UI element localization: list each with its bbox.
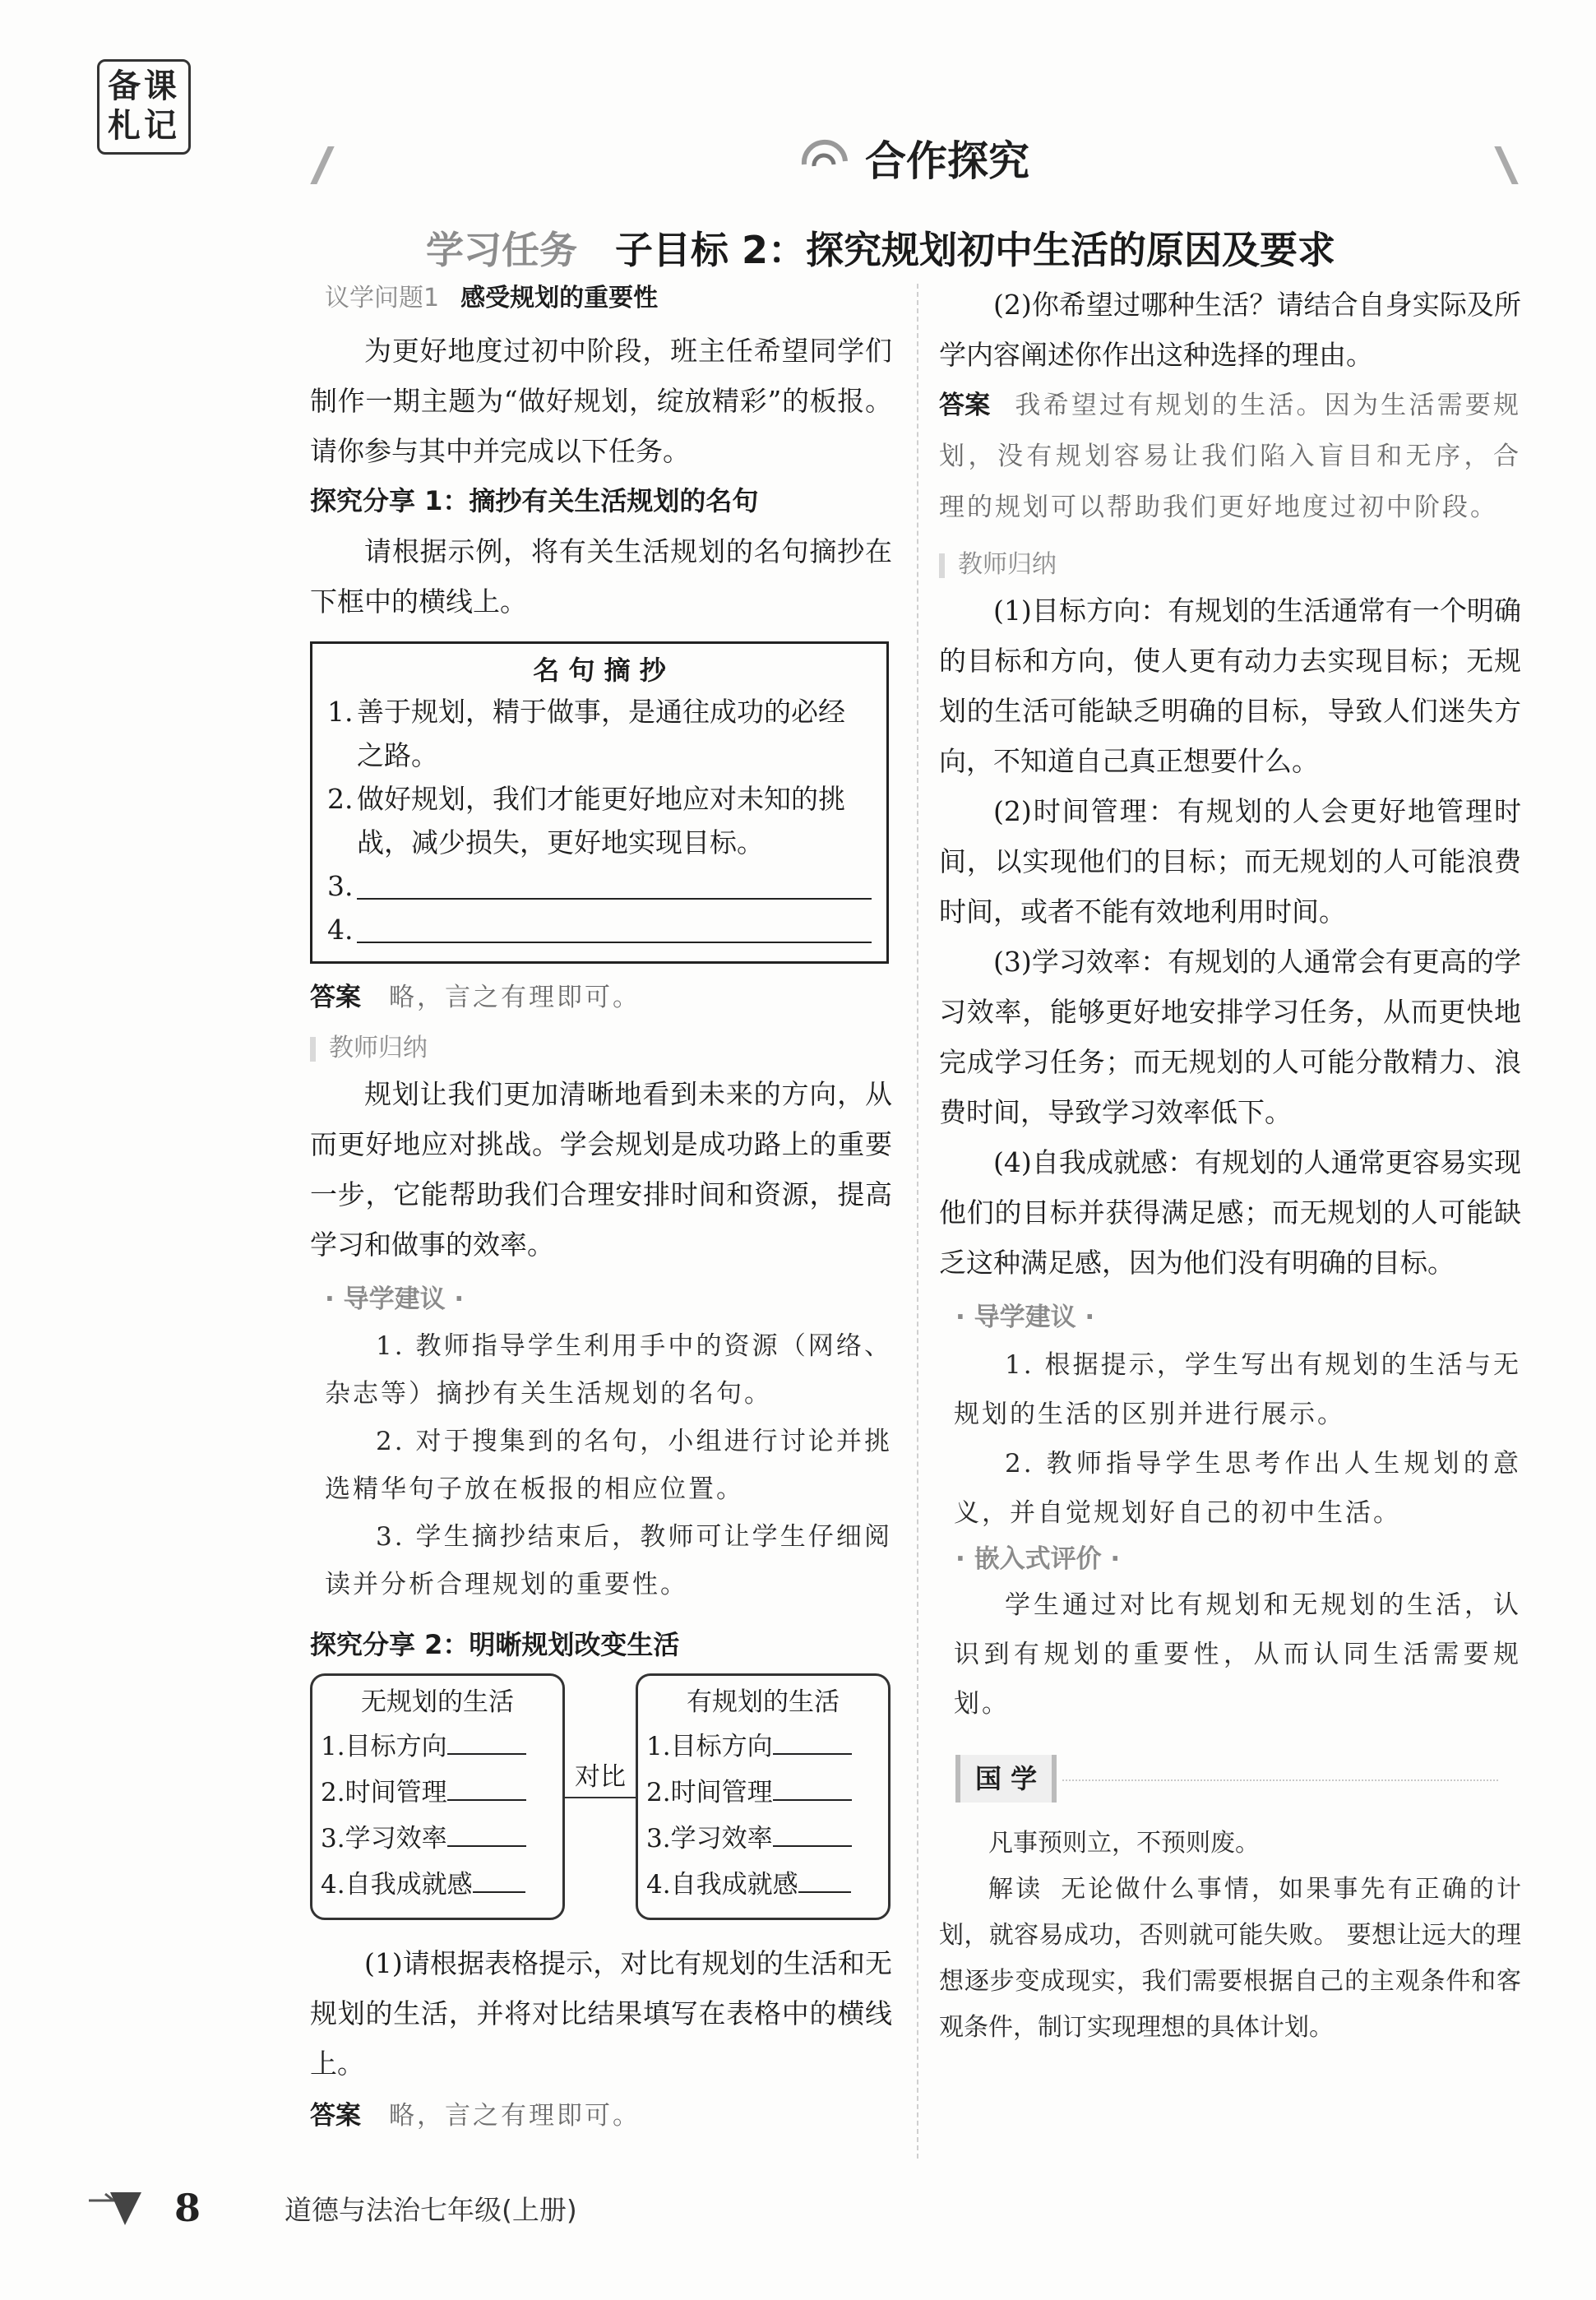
right-teacher-label: 教师归纳 xyxy=(958,550,1057,579)
share2-title: 探究分享 2：明晰规划改变生活 xyxy=(310,1629,680,1660)
compare-right-item-4-label: 4.自我成就感 xyxy=(646,1870,798,1900)
quote-item-4-blank[interactable] xyxy=(357,919,872,943)
quote-item-3-num: 3. xyxy=(327,870,354,902)
compare-right-item-1 xyxy=(646,1724,880,1770)
share1-text: 请根据示例，将有关生活规划的名句摘抄在下框中的横线上。 xyxy=(310,535,892,618)
compare-right-box xyxy=(636,1673,891,1920)
corner-badge xyxy=(97,59,191,155)
left-column xyxy=(310,280,892,2140)
guide-list xyxy=(310,1322,892,1608)
quote-item-3 xyxy=(327,864,872,908)
quote-item-3-blank[interactable] xyxy=(357,875,872,900)
compare-right-blank-2[interactable] xyxy=(773,1776,852,1801)
compare-right-item-1-label: 1.目标方向 xyxy=(646,1732,773,1761)
guide-item-1: 1. 教师指导学生利用手中的资源（网络、杂志等）摘抄有关生活规划的名句。 xyxy=(325,1331,892,1409)
guoxue-interpret-text: 无论做什么事情，如果事先有正确的计划，就容易成功，否则就可能失败。 要想让远大的理想逐步变成现实，我们需要根据自己的主观条件和客观条件，制订实现理想的具体计划。 xyxy=(939,1875,1522,2042)
column-divider xyxy=(917,284,918,2159)
quote-box-title: 名 句 摘 抄 xyxy=(533,655,666,686)
right-teacher-heading xyxy=(939,544,1521,585)
intro-text: 为更好地度过初中阶段，班主任希望同学们制作一期主题为“做好规划，绽放精彩”的板报。请你参与其中并完成以下任务。 xyxy=(310,335,892,467)
compare-left-item-3 xyxy=(321,1816,554,1862)
compare-left-item-4 xyxy=(321,1862,554,1908)
task-title: 子目标 2：探究规划初中生活的原因及要求 xyxy=(615,228,1336,272)
right-guide-item-1: 1. 根据提示，学生写出有规划的生活与无规划的生活的区别并进行展示。 xyxy=(954,1350,1521,1429)
point-3: (3)学习效率：有规划的人通常会有更高的学习效率，能够更好地安排学习任务，从而更快地完成学习任务；而无规划的人可能分散精力、浪费时间，导致学习效率低下。 xyxy=(939,946,1521,1128)
compare-left-blank-2[interactable] xyxy=(447,1776,526,1801)
eval-heading: · 嵌入式评价 · xyxy=(955,1544,1121,1574)
teacher-summary-bar xyxy=(310,1037,316,1062)
issue-heading xyxy=(325,280,892,317)
share1-title: 探究分享 1：摘抄有关生活规划的名句 xyxy=(310,485,759,516)
corner-badge-text: 备课札记 xyxy=(108,67,180,145)
quote-item-4 xyxy=(327,908,872,951)
task-label: 学习任务 xyxy=(426,228,577,272)
guoxue-label: 国 学 xyxy=(955,1755,1057,1803)
compare-left-blank-4[interactable] xyxy=(473,1868,525,1893)
header-slash-left xyxy=(310,146,334,184)
compare-left-item-1-label: 1.目标方向 xyxy=(321,1732,447,1761)
question-1: (1)请根据表格提示，对比有规划的生活和无规划的生活，并将对比结果填写在表格中的横线上。 xyxy=(310,1947,892,2080)
header-slash-right xyxy=(1494,146,1518,184)
compare-right-item-4 xyxy=(646,1862,880,1908)
point-2: (2)时间管理：有规划的人会更好地管理时间，以实现他们的目标；而无规划的人可能浪费时间，或者不能有效地利用时间。 xyxy=(939,795,1521,928)
footer-arrow-icon xyxy=(86,2186,146,2235)
quote-item-4-num: 4. xyxy=(327,914,354,946)
guide-item-3: 3. 学生摘抄结束后，教师可让学生仔细阅读并分析合理规划的重要性。 xyxy=(325,1522,892,1599)
answer1-text: 略，言之有理即可。 xyxy=(389,983,641,1012)
issue-title: 感受规划的重要性 xyxy=(460,284,659,312)
quote-item-2-num: 2. xyxy=(327,783,354,815)
guide-heading: · 导学建议 · xyxy=(325,1284,465,1314)
compare-diagram xyxy=(310,1673,892,1927)
footer-page-number: 8 xyxy=(174,2186,201,2230)
quote-item-2 xyxy=(327,777,872,864)
right-column xyxy=(939,280,1521,2051)
right-teacher-bar xyxy=(939,553,945,578)
compare-right-blank-3[interactable] xyxy=(773,1822,852,1847)
point-1: (1)目标方向：有规划的生活通常有一个明确的目标和方向，使人更有动力去实现目标；无规划的生活可能缺乏明确的目标，导致人们迷失方向，不知道自己真正想要什么。 xyxy=(939,595,1521,777)
eval-text: 学生通过对比有规划和无规划的生活，认识到有规划的重要性，从而认同生活需要规划。 xyxy=(954,1590,1521,1719)
quote-item-1-num: 1. xyxy=(327,696,354,728)
quote-item-1 xyxy=(327,690,872,777)
teacher-summary-heading xyxy=(310,1028,892,1069)
teacher-summary-label: 教师归纳 xyxy=(329,1034,428,1062)
point-4: (4)自我成就感：有规划的人通常更容易实现他们的目标并获得满足感；而无规划的人可能缺乏这种满足感，因为他们没有明确的目标。 xyxy=(939,1146,1521,1279)
guoxue-header xyxy=(939,1750,1521,1807)
footer-book-title: 道德与法治七年级(上册) xyxy=(285,2194,577,2226)
guoxue-interpret xyxy=(939,1867,1521,2051)
compare-left-blank-3[interactable] xyxy=(447,1822,526,1847)
compare-left-item-3-label: 3.学习效率 xyxy=(321,1824,447,1853)
teacher-summary-text: 规划让我们更加清晰地看到未来的方向，从而更好地应对挑战。学会规划是成功路上的重要一步，它能帮助我们合理安排时间和资源，提高学习和做事的效率。 xyxy=(310,1078,892,1261)
question-2: (2)你希望过哪种生活？请结合自身实际及所学内容阐述你作出这种选择的理由。 xyxy=(939,289,1521,371)
compare-left-item-4-label: 4.自我成就感 xyxy=(321,1870,473,1900)
quote-item-1-text: 善于规划，精于做事，是通往成功的必经之路。 xyxy=(357,696,845,771)
answer1-label: 答案 xyxy=(310,983,361,1012)
quote-item-2-text: 做好规划，我们才能更好地应对未知的挑战，减少损失，更好地实现目标。 xyxy=(357,783,845,858)
compare-right-title: 有规划的生活 xyxy=(687,1687,840,1717)
guide-item-2: 2. 对于搜集到的名句，小组进行讨论并挑选精华句子放在板报的相应位置。 xyxy=(325,1427,892,1504)
answer3-label: 答案 xyxy=(939,391,991,420)
section-title: 合作探究 xyxy=(865,137,1029,185)
compare-right-item-2 xyxy=(646,1770,880,1816)
quote-box xyxy=(310,641,889,964)
compare-left-title: 无规划的生活 xyxy=(361,1687,514,1717)
compare-left-item-2 xyxy=(321,1770,554,1816)
compare-right-blank-4[interactable] xyxy=(798,1868,851,1893)
right-guide-heading: · 导学建议 · xyxy=(955,1303,1095,1332)
guoxue-rule xyxy=(1062,1779,1498,1781)
compare-left-blank-1[interactable] xyxy=(447,1730,526,1755)
compare-right-blank-1[interactable] xyxy=(773,1730,852,1755)
guoxue-interpret-label: 解读 xyxy=(988,1875,1043,1904)
compare-middle-label: 对比 xyxy=(568,1761,632,1793)
answer3-text: 我希望过有规划的生活。因为生活需要规划，没有规划容易让我们陷入盲目和无序，合理的规划可以帮助我们更好地度过初中阶段。 xyxy=(939,391,1521,522)
answer2-label: 答案 xyxy=(310,2101,361,2131)
compare-left-box xyxy=(310,1673,565,1920)
answer2 xyxy=(310,2092,892,2140)
task-heading xyxy=(426,220,1335,275)
right-guide-item-2: 2. 教师指导学生思考作出人生规划的意义，并自觉规划好自己的初中生活。 xyxy=(954,1449,1521,1528)
answer1 xyxy=(310,975,892,1020)
guoxue-body xyxy=(939,1821,1521,2051)
issue-label: 议学问题1 xyxy=(325,284,440,312)
answer3 xyxy=(939,380,1521,533)
compare-right-item-2-label: 2.时间管理 xyxy=(646,1778,773,1807)
compare-left-item-1 xyxy=(321,1724,554,1770)
compare-right-item-3 xyxy=(646,1816,880,1862)
compare-right-item-3-label: 3.学习效率 xyxy=(646,1824,773,1853)
guoxue-quote: 凡事预则立，不预则废。 xyxy=(988,1829,1260,1858)
header-swirl-icon xyxy=(798,132,852,189)
compare-connector xyxy=(565,1797,636,1798)
right-guide-list xyxy=(939,1340,1521,1538)
answer2-text: 略，言之有理即可。 xyxy=(389,2101,641,2131)
compare-left-item-2-label: 2.时间管理 xyxy=(321,1778,447,1807)
